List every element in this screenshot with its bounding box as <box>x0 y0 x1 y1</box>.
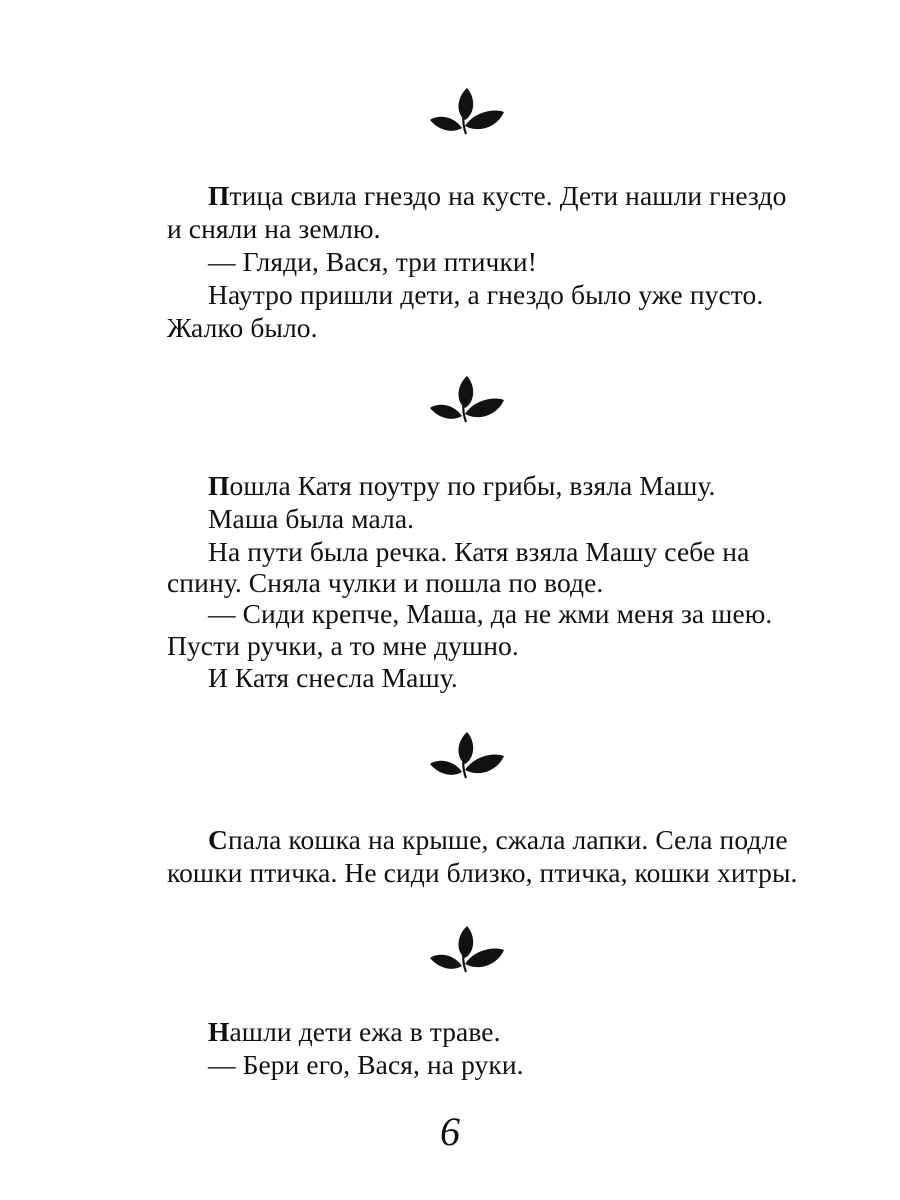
leaf-ornament-icon <box>428 88 506 140</box>
text-line: Маша была мала. <box>208 503 415 534</box>
leaf-sprig-icon <box>428 732 506 784</box>
text-line: и сняли на землю. <box>167 213 381 244</box>
leaf-ornament-icon <box>428 926 506 978</box>
leaf-ornament-icon <box>428 732 506 784</box>
text-line: Нашли дети ежа в траве. <box>208 1016 501 1047</box>
text-line: — Сиди крепче, Маша, да не жми меня за шею. <box>208 598 773 629</box>
text-line: Пошла Катя поутру по грибы, взяла Машу. <box>208 470 716 501</box>
text-line: Наутро пришли дети, а гнездо было уже пусто. <box>208 279 764 310</box>
text-line: кошки птичка. Не сиди близко, птичка, кошки хитры. <box>167 857 798 888</box>
text-line: На пути была речка. Катя взяла Машу себе на <box>208 536 750 567</box>
leaf-sprig-icon <box>428 88 506 140</box>
drop-initial: П <box>208 470 230 501</box>
drop-initial: Н <box>208 1016 230 1047</box>
text-line: Спала кошка на крыше, сжала лапки. Села подле <box>208 824 788 855</box>
text-line: И Катя снесла Машу. <box>208 662 458 693</box>
text-line: Жалко было. <box>167 312 318 343</box>
text-line: Пусти ручки, а то мне душно. <box>167 630 519 661</box>
drop-initial: П <box>208 180 230 211</box>
text-line: — Гляди, Вася, три птички! <box>208 246 538 277</box>
text-line: Птица свила гнездо на кусте. Дети нашли гнездо <box>208 180 787 211</box>
leaf-sprig-icon <box>428 926 506 978</box>
leaf-ornament-icon <box>428 376 506 428</box>
leaf-sprig-icon <box>428 376 506 428</box>
drop-initial: С <box>208 824 228 855</box>
page-number: 6 <box>440 1109 460 1154</box>
text-line: — Бери его, Вася, на руки. <box>208 1049 524 1080</box>
text-line: спину. Сняла чулки и пошла по воде. <box>167 567 604 598</box>
